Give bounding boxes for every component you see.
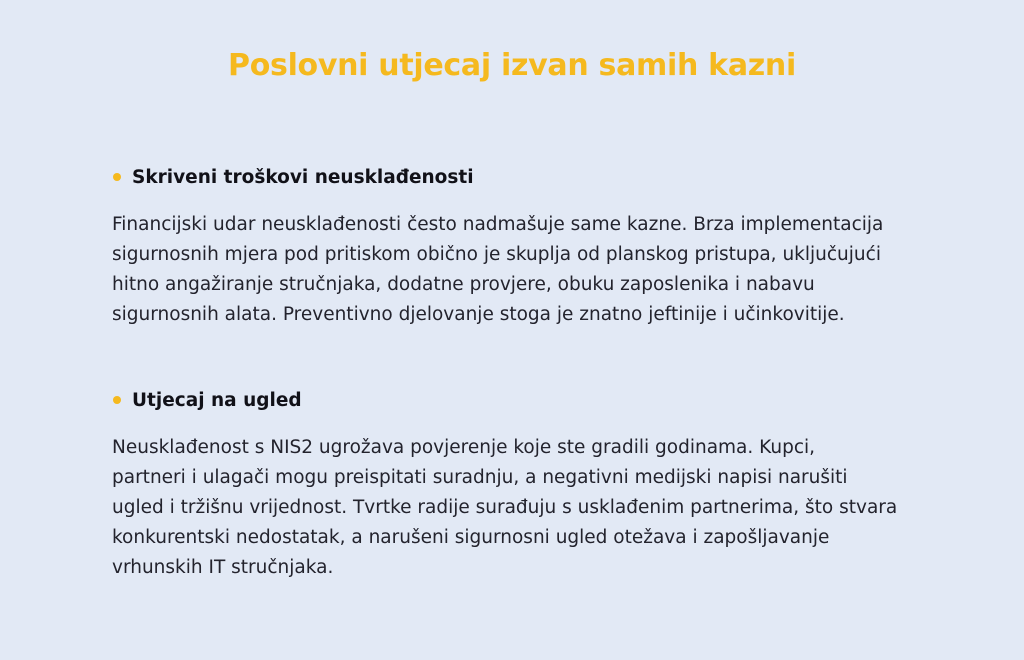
body-line: sigurnosnih mjera pod pritiskom obično je skuplja od planskog pristupa, uključujući [112,244,881,265]
bullet-icon [113,396,121,404]
bullet-icon [113,173,121,181]
body-line: Financijski udar neusklađenosti često nadmašuje same kazne. Brza implementacija [112,214,884,235]
section-heading-row [112,164,922,190]
section-body [112,433,922,583]
section-heading-row [112,387,922,413]
body-line: partneri i ulagači mogu preispitati suradnju, a negativni medijski napisi narušiti [112,467,848,488]
body-line: vrhunskih IT stručnjaka. [112,557,334,578]
section-body [112,210,922,330]
section-reputation [112,387,922,583]
body-line: ugled i tržišnu vrijednost. Tvrtke radije surađuju s usklađenim partnerima, što stvara [112,497,898,518]
section-heading: Utjecaj na ugled [132,389,302,411]
section-hidden-costs [112,164,922,330]
body-line: sigurnosnih alata. Preventivno djelovanje stoga je znatno jeftinije i učinkovitije. [112,304,845,325]
body-line: konkurentski nedostatak, a narušeni sigurnosni ugled otežava i zapošljavanje [112,527,830,548]
body-line: hitno angažiranje stručnjaka, dodatne provjere, obuku zaposlenika i nabavu [112,274,815,295]
page-title: Poslovni utjecaj izvan samih kazni [228,48,796,83]
section-heading: Skriveni troškovi neusklađenosti [132,166,474,188]
body-line: Neusklađenost s NIS2 ugrožava povjerenje koje ste gradili godinama. Kupci, [112,437,816,458]
